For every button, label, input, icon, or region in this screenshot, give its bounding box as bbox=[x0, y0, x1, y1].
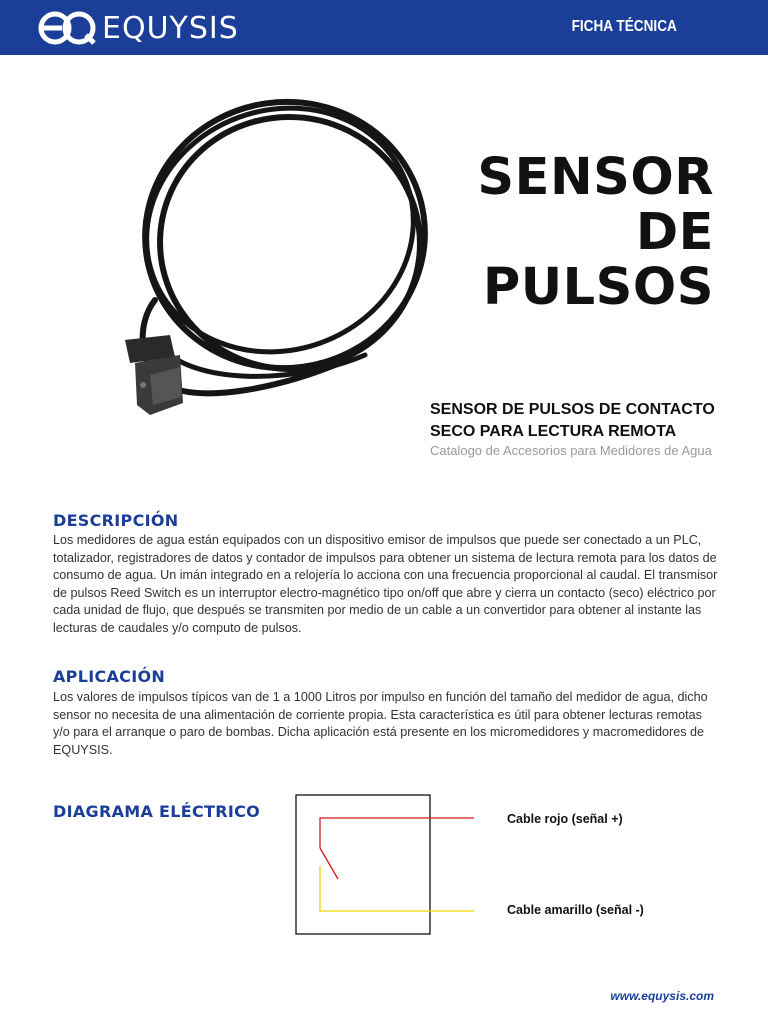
sensor-head bbox=[125, 335, 183, 415]
header-bar bbox=[0, 0, 768, 55]
aplicacion-text: Los valores de impulsos típicos van de 1 a 1000 Litros por impulso en función del tamaño del medidor de agua, dicho sensor no necesita de una alimentación de corriente propia. Esta característica es útil para obtener lecturas remotas y/o para el arranque o paro de bombas. Dicha aplicación está presente en los micromedidores y macromedidores de EQUYSIS. bbox=[53, 690, 708, 757]
title-line-2: DE bbox=[635, 203, 714, 262]
yellow-wire bbox=[320, 866, 474, 911]
electrical-diagram bbox=[290, 790, 690, 940]
yellow-cable-label: Cable amarillo (señal -) bbox=[507, 903, 644, 917]
red-cable-label: Cable rojo (señal +) bbox=[507, 812, 623, 826]
logo-mark-icon bbox=[36, 9, 98, 47]
equysis-logo[interactable] bbox=[36, 8, 239, 48]
subtitle-line-2: SECO PARA LECTURA REMOTA bbox=[430, 423, 677, 440]
title-line-1: SENSOR bbox=[477, 148, 714, 207]
diagrama-heading: DIAGRAMA ELÉCTRICO bbox=[53, 802, 261, 821]
doc-type-label: FICHA TÉCNICA bbox=[571, 18, 677, 35]
subtitle-line-1: SENSOR DE PULSOS DE CONTACTO bbox=[430, 401, 715, 418]
brand-name: EQUYSIS bbox=[102, 10, 239, 46]
product-title bbox=[477, 150, 714, 315]
descripcion-text: Los medidores de agua están equipados con un dispositivo emisor de impulsos que puede ser conectado a un PLC, totalizador, registradores de datos y contador de impulsos para obtener un sistema de lectura remota para los datos de consumo de agua. Un imán integrado en a relojería lo acciona con una frecuencia proporcional al caudal. El transmisor de pulsos Reed Switch es un interruptor electro-magnético tipo on/off que abre y cierra un contacto (seco) eléctrico por cada unidad de flujo, que después se transmiten por medio de un cable a un convertidor para obtener al instante las lecturas de caudales y/o computo de pulsos. bbox=[53, 533, 718, 635]
product-subtitle bbox=[430, 399, 750, 443]
title-line-3: PULSOS bbox=[482, 258, 714, 317]
sensor-box bbox=[296, 795, 430, 934]
aplicacion-heading: APLICACIÓN bbox=[53, 667, 166, 686]
red-wire bbox=[320, 818, 474, 848]
descripcion-heading: DESCRIPCIÓN bbox=[53, 511, 179, 530]
reed-switch-contact bbox=[320, 848, 338, 879]
catalog-caption: Catalogo de Accesorios para Medidores de Agua bbox=[430, 443, 712, 458]
website-link[interactable]: www.equysis.com bbox=[610, 989, 714, 1003]
product-photo bbox=[95, 85, 435, 445]
